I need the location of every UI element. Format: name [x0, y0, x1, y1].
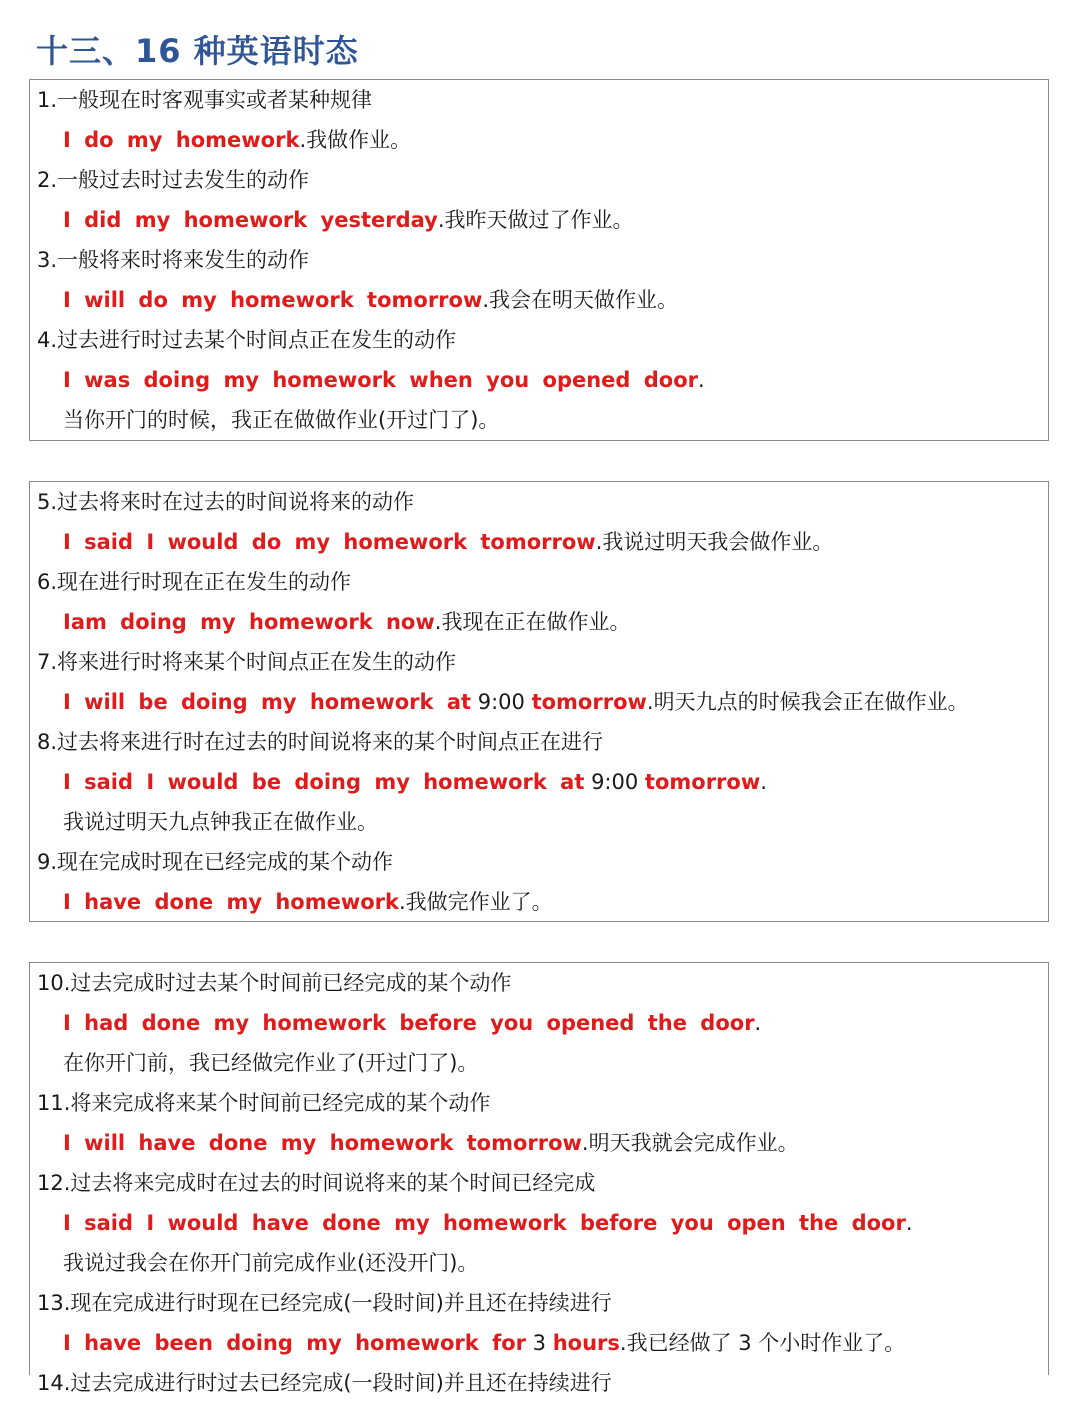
tense-heading: 8.过去将来进行时在过去的时间说将来的某个时间点正在进行 [37, 730, 604, 754]
example-line [63, 360, 705, 400]
example-chinese: .我做完作业了。 [399, 890, 553, 914]
example-english: I do my homework [63, 128, 300, 152]
example-chinese: .明天我就会完成作业。 [581, 1131, 799, 1155]
example-number: 3 [532, 1331, 547, 1355]
example-chinese: .我现在正在做作业。 [434, 610, 631, 634]
example-english: I will be doing my homework at [63, 690, 472, 714]
example-chinese: . [760, 770, 767, 794]
example-time: 9:00 [477, 690, 525, 714]
example-chinese: . [905, 1211, 913, 1235]
example-line [63, 762, 767, 802]
example-chinese: . [698, 368, 705, 392]
tense-box-3 [29, 962, 1049, 1395]
tense-heading-cut: 14.过去完成进行时过去已经完成(一段时间)并且还在持续进行 [37, 1371, 612, 1395]
example-time: 9:00 [591, 770, 639, 794]
example-line [63, 120, 411, 160]
tense-heading: 6.现在进行时现在正在发生的动作 [37, 570, 352, 594]
tense-heading: 2.一般过去时过去发生的动作 [37, 168, 310, 192]
example-translation: 在你开门前，我已经做完作业了(开过门了)。 [63, 1051, 479, 1075]
example-translation: 我说过我会在你开门前完成作业(还没开门)。 [63, 1251, 479, 1275]
example-english: Iam doing my homework now [63, 610, 435, 634]
example-english: I did my homework yesterday [63, 208, 438, 232]
example-english: I said I would do my homework tomorrow [63, 530, 596, 554]
tense-heading: 9.现在完成时现在已经完成的某个动作 [37, 850, 394, 874]
tense-heading: 11.将来完成将来某个时间前已经完成的某个动作 [37, 1091, 491, 1115]
example-english: I said I would have done my homework before you open the door [63, 1211, 906, 1235]
example-chinese: .我昨天做过了作业。 [437, 208, 634, 232]
example-english: I have been doing my homework for [63, 1331, 526, 1355]
example-english: I was doing my homework when you opened door [63, 368, 699, 392]
tense-heading: 4.过去进行时过去某个时间点正在发生的动作 [37, 328, 457, 352]
page-title: 十三、16 种英语时态 [36, 32, 359, 70]
tense-heading: 10.过去完成时过去某个时间前已经完成的某个动作 [37, 971, 512, 995]
example-line [63, 602, 630, 642]
tense-heading: 13.现在完成进行时现在已经完成(一段时间)并且还在持续进行 [37, 1291, 612, 1315]
example-english-tail: tomorrow [644, 770, 761, 794]
example-english: I will do my homework tomorrow [63, 288, 483, 312]
example-english: I will have done my homework tomorrow [63, 1131, 582, 1155]
example-chinese: .我说过明天我会做作业。 [595, 530, 834, 554]
example-line [63, 1203, 913, 1243]
example-english: I had done my homework before you opened the door [63, 1011, 755, 1035]
example-line [63, 682, 969, 722]
tense-box-2 [29, 481, 1049, 922]
example-english-tail: hours [552, 1331, 620, 1355]
tense-heading: 5.过去将来时在过去的时间说将来的动作 [37, 490, 415, 514]
example-line [63, 200, 634, 240]
example-line [63, 1123, 799, 1163]
tense-heading: 12.过去将来完成时在过去的时间说将来的某个时间已经完成 [37, 1171, 596, 1195]
example-chinese: .我做作业。 [299, 128, 412, 152]
example-line [63, 882, 553, 922]
tense-heading: 3.一般将来时将来发生的动作 [37, 248, 310, 272]
example-line [63, 1323, 905, 1363]
example-line [63, 280, 678, 320]
example-chinese: .明天九点的时候我会正在做作业。 [646, 690, 969, 714]
example-chinese: .我已经做了 3 个小时作业了。 [619, 1331, 906, 1355]
tense-heading: 7.将来进行时将来某个时间点正在发生的动作 [37, 650, 457, 674]
example-translation: 当你开门的时候，我正在做做作业(开过门了)。 [63, 408, 500, 432]
example-line [63, 522, 833, 562]
tense-box-1 [29, 79, 1049, 441]
example-chinese: . [754, 1011, 762, 1035]
example-translation: 我说过明天九点钟我正在做作业。 [63, 810, 378, 834]
example-line [63, 1003, 761, 1043]
example-english: I said I would be doing my homework at [63, 770, 585, 794]
example-english-tail: tomorrow [531, 690, 647, 714]
example-english: I have done my homework [63, 890, 399, 914]
example-chinese: .我会在明天做作业。 [482, 288, 679, 312]
tense-heading: 1.一般现在时客观事实或者某种规律 [37, 88, 373, 112]
